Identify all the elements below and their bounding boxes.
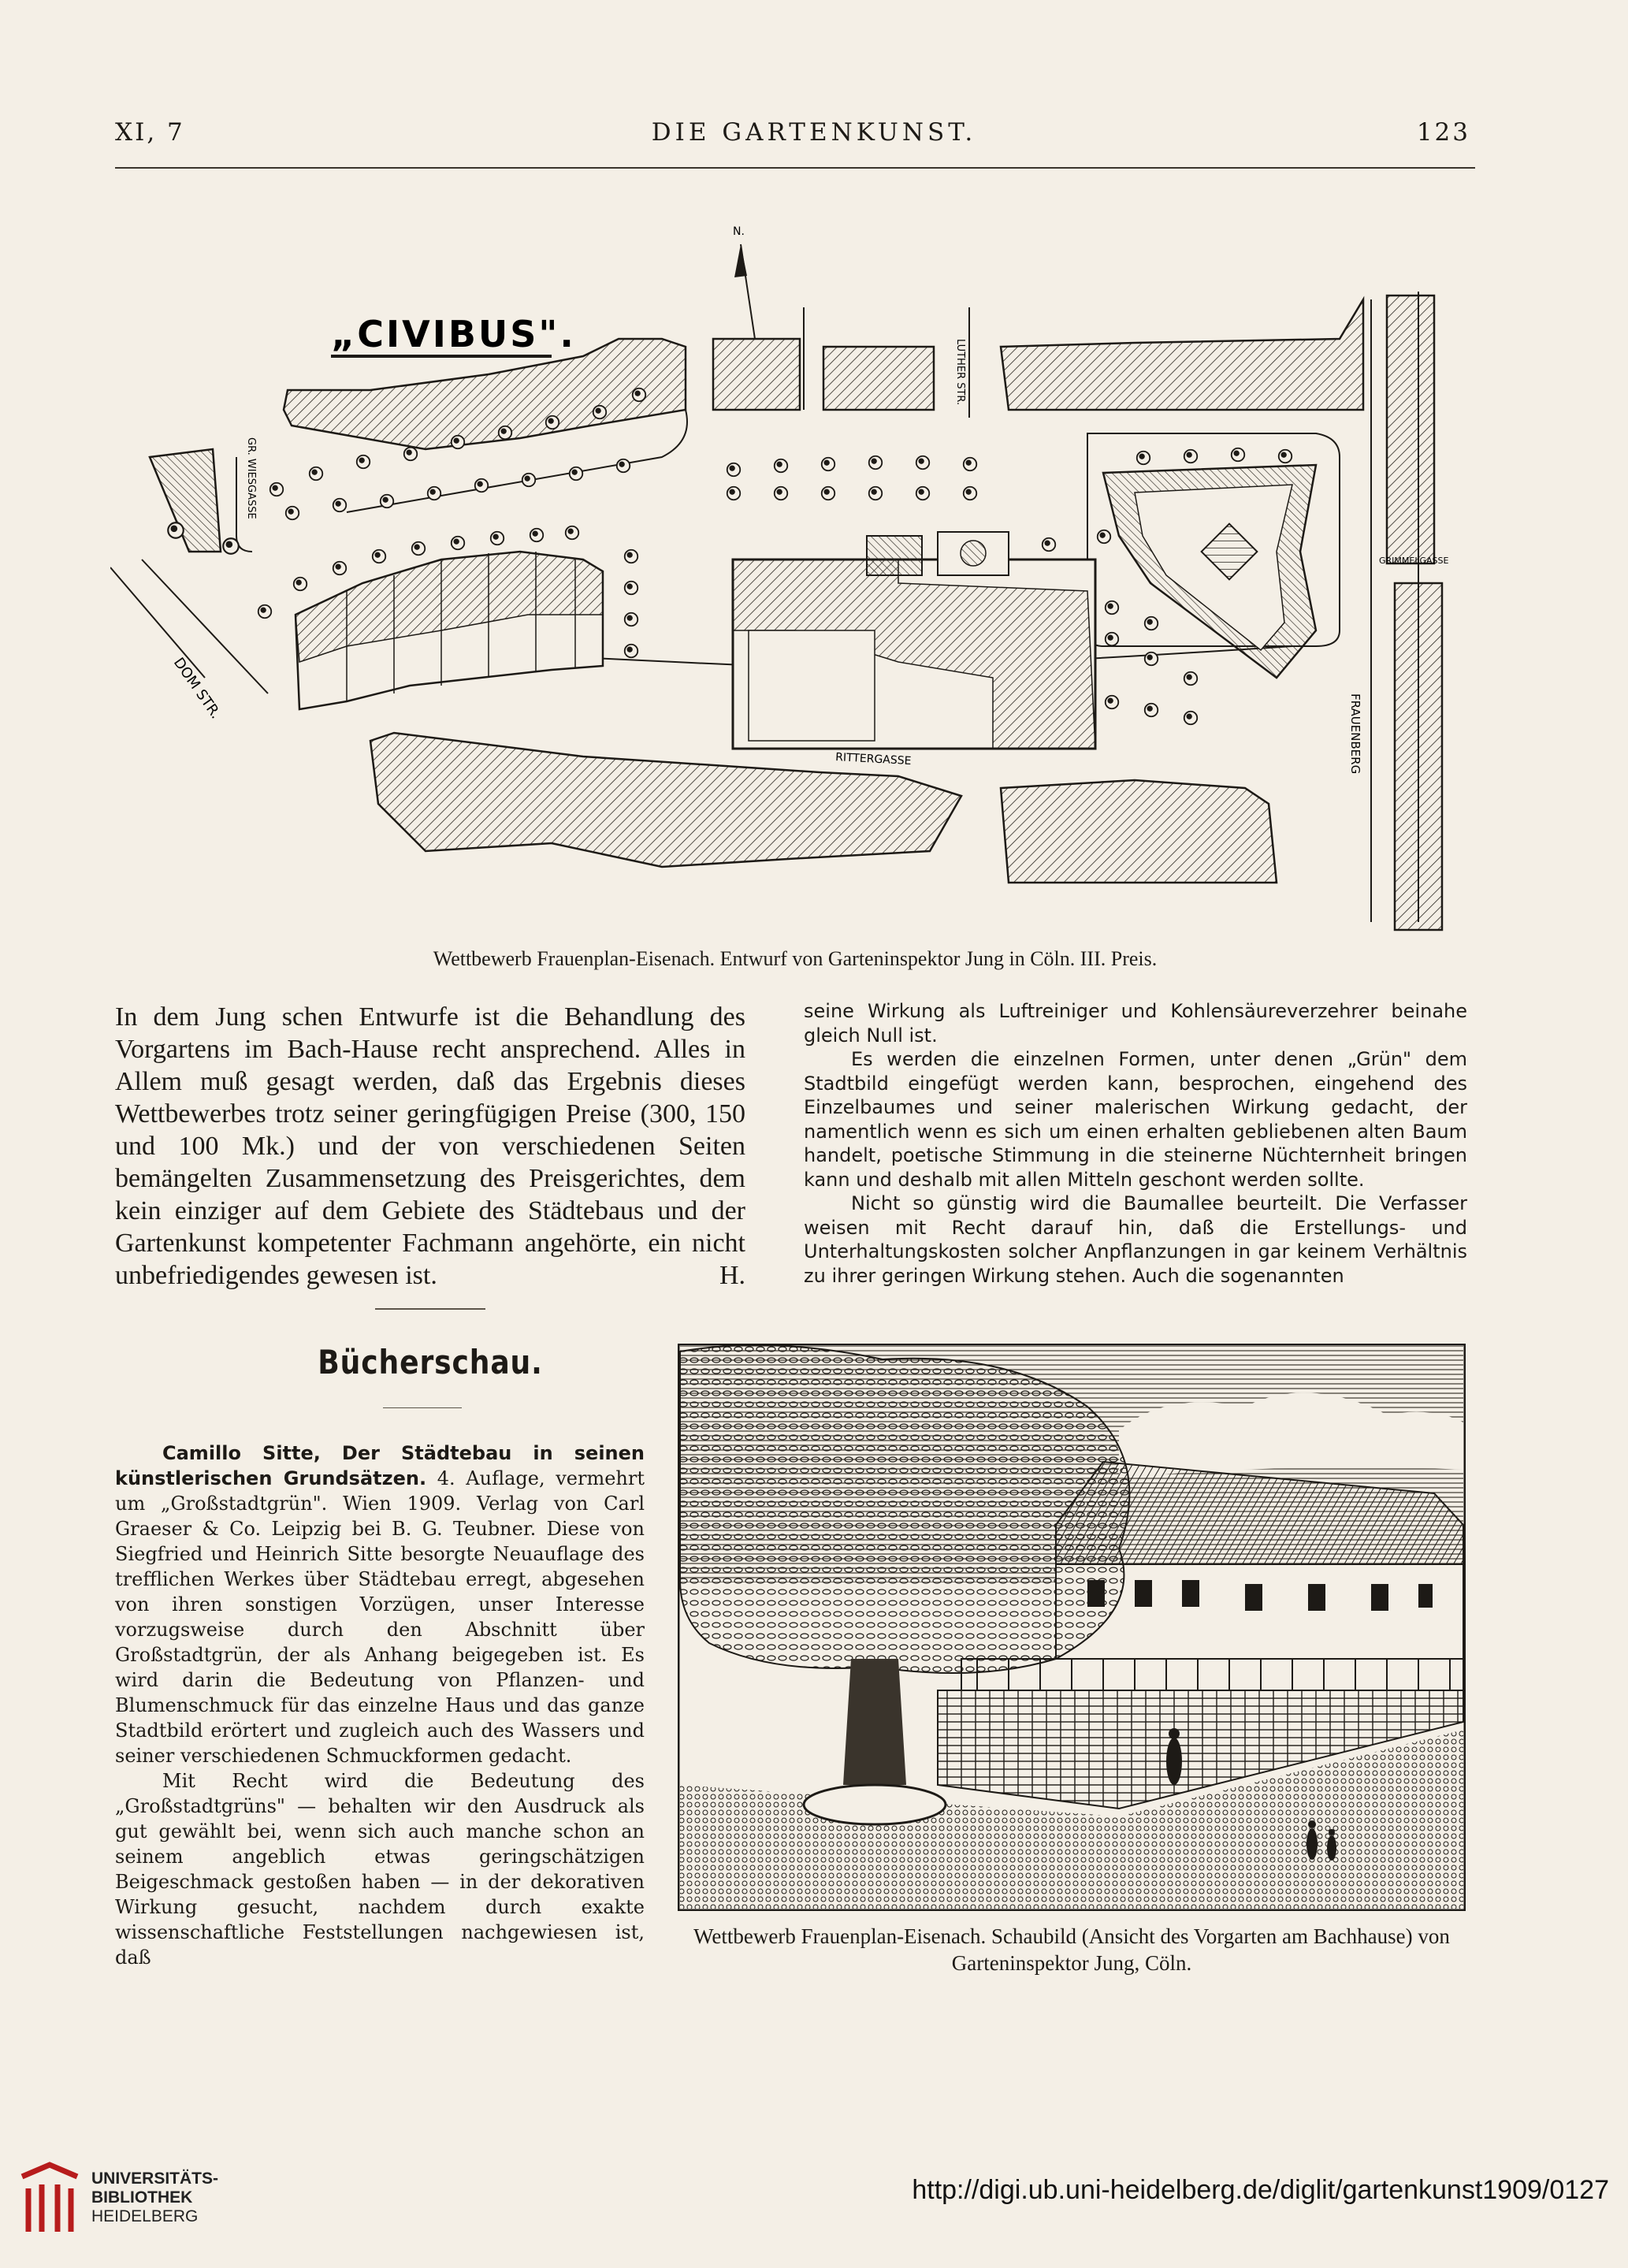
- review-text-1: 4. Auflage, vermehrt um „Großstadtgrün". Wien 1909. Verlag von Carl Graeser & Co. Leipzig bei B. G. Teubner. Diese von Siegfried und Heinrich Sitte besorgte Neuauflage des trefflichen Werkes über Städtebau erregt, abgesehen von ihren sonstigen Vorzügen, unser Interesse vorzugsweise durch den Abschnitt über Großstadtgrün, der als Anhang beigegeben ist. Es wird darin die Bedeutung von Pflanzen- und Blumenschmuck für das einzelne Haus und das ganze Stadtbild erörtert und zugleich auch des Wassers und seiner verschiedenen Schmuckformen gedacht.: [115, 1467, 645, 1767]
- library-line-2: BIBLIOTHEK: [91, 2188, 193, 2207]
- book-title: Camillo Sitte, Der Städtebau in seinen künstlerischen Grundsätzen.: [115, 1442, 645, 1489]
- author-signature: H.: [719, 1261, 745, 1290]
- source-url[interactable]: http://digi.ub.uni-heidelberg.de/diglit/gartenkunst1909/0127: [912, 2175, 1609, 2205]
- central-building-block: [733, 532, 1095, 749]
- right-paragraph-2: Es werden die einzelnen Formen, unter denen „Grün" dem Stadtbild eingefügt werden kann, besprochen, eingehend des Einzelbaumes und seiner malerischen Wirkung gedacht, der namentlich wenn es sich um einen erhalten gebliebenen alten Baum handelt, poetische Stimmung in die steinerne Nüchternheit bringen kann und deshalb mit allen Mitteln geschont werden sollte.: [804, 1048, 1467, 1191]
- svg-text:GRIMMELGASSE: GRIMMELGASSE: [1379, 556, 1449, 566]
- plan-caption: Wettbewerb Frauenplan-Eisenach. Entwurf von Garteninspektor Jung in Cöln. III. Preis.: [433, 947, 1158, 970]
- section-title: Bücherschau.: [318, 1343, 543, 1381]
- right-paragraph-3: Nicht so günstig wird die Baumallee beurteilt. Die Verfasser weisen mit Recht darauf hin, daß die Erstellungs- und Unterhaltungskosten solcher Anpflanzungen in gar keinem Verhältnis zu ihrer geringen Wirkung stehen. Auch die sogenannten: [804, 1192, 1467, 1287]
- south-building-row: [370, 733, 1277, 883]
- svg-text:GR. WIESGASSE: GR. WIESGASSE: [245, 437, 257, 519]
- left-column-text: [115, 1001, 745, 1292]
- book-review: [115, 1441, 645, 1970]
- header-volume: XI, 7: [115, 118, 185, 147]
- conclusion-text: In dem Jung schen Entwurfe ist die Behandlung des Vorgartens im Bach-Hause recht ansprechend. Alles in Allem muß gesagt werden, daß das Ergebnis dieses Wettbewerbes trotz seiner geringfügigen Preise (300, 150 und 100 Mk.) und der von verschiedenen Seiten bemängelten Zusammensetzung des Preisgerichtes, dem kein einziger auf dem Gebiete des Städtebaus und der Gartenkunst kompetenter Fachmann angehörte, ein nicht unbefriedigendes gewesen ist.: [115, 1002, 745, 1290]
- section-divider: [375, 1308, 485, 1310]
- svg-text:N.: N.: [733, 225, 745, 238]
- svg-text:FRAUENBERG: FRAUENBERG: [1348, 693, 1362, 775]
- svg-text:DOM STR.: DOM STR.: [169, 654, 225, 723]
- north-arrow-icon: [733, 225, 755, 339]
- right-column-text: [804, 999, 1467, 1288]
- plan-motto: „CIVIBUS".: [331, 313, 576, 355]
- review-paragraph-2: Mit Recht wird die Bedeutung des „Großstadtgrüns" — behalten wir den Ausdruck als gut gewählt bei, wenn sich auch manche schon an seinem angeblich etwas geringschätzigen Beigeschmack gestoßen haben — in der dekorativen Wirkung gesucht, nachdem durch exakte wissenschaftliche Feststellungen nachgewiesen ist, daß: [115, 1770, 645, 1969]
- west-building-block: [295, 552, 603, 709]
- perspective-illustration: [678, 1344, 1466, 1911]
- library-name: [91, 2169, 218, 2226]
- illustration-caption: Wettbewerb Frauenplan-Eisenach. Schaubild (Ansicht des Vorgarten am Bachhause) von Garteninspektor Jung, Cöln.: [693, 1924, 1450, 1975]
- conclusion-paragraph: [115, 1001, 745, 1292]
- review-paragraph-1: [115, 1441, 645, 1768]
- svg-text:LUTHER STR.: LUTHER STR.: [954, 339, 966, 406]
- library-line-1: UNIVERSITÄTS-: [91, 2169, 219, 2188]
- header-journal-title: DIE GARTENKUNST.: [651, 118, 977, 147]
- right-paragraph-1: seine Wirkung als Luftreiniger und Kohlensäureverzehrer beinahe gleich Null ist.: [804, 1000, 1467, 1047]
- header-rule: [115, 167, 1475, 169]
- site-plan-figure: [110, 221, 1481, 938]
- library-line-3: HEIDELBERG: [91, 2207, 199, 2225]
- svg-text:RITTERGASSE: RITTERGASSE: [834, 751, 912, 768]
- library-logo-icon: [14, 2161, 85, 2240]
- header-page-number: 123: [1416, 118, 1470, 147]
- title-underline: [383, 1407, 462, 1408]
